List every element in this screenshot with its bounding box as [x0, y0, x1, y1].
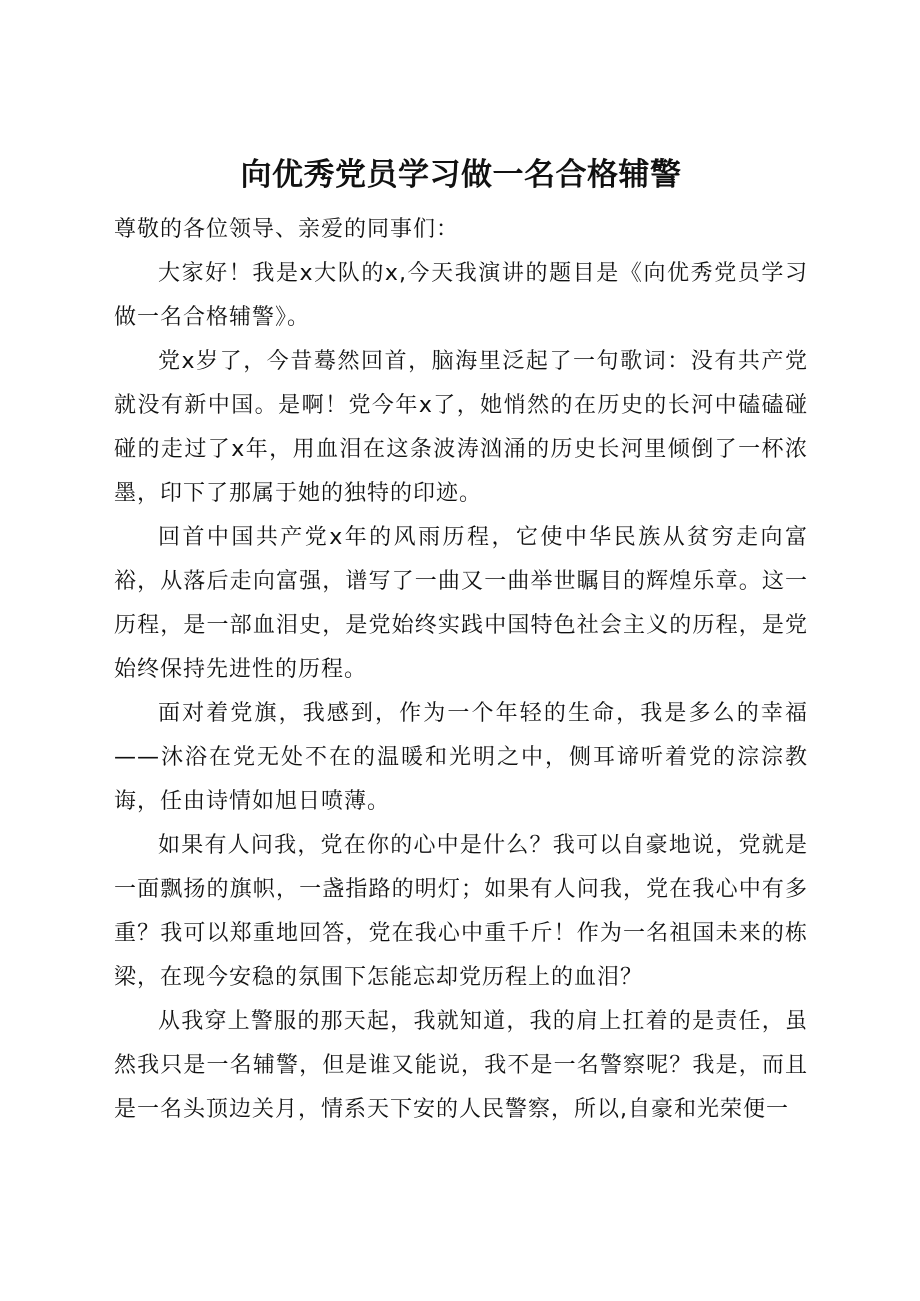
paragraph-party-in-heart: 如果有人问我，党在你的心中是什么？我可以自豪地说，党就是一面飘扬的旗帜，一盏指路的明灯；如果有人问我，党在我心中有多重？我可以郑重地回答，党在我心中重千斤！作为一名祖国未来的栋梁，在现今安稳的氛围下怎能忘却党历程上的血泪？ — [114, 833, 808, 990]
paragraph-greeting: 大家好！我是x大队的x,今天我演讲的题目是《向优秀党员学习做一名合格辅警》。 — [114, 261, 808, 330]
document-title: 向优秀党员学习做一名合格辅警 — [240, 157, 682, 193]
paragraph-party-flag: 面对着党旗，我感到，作为一个年轻的生命，我是多么的幸福——沐浴在党无处不在的温暖和光明之中，侧耳谛听着党的淙淙教诲，任由诗情如旭日喷薄。 — [114, 701, 808, 814]
salutation: 尊敬的各位领导、亲爱的同事们： — [114, 217, 460, 242]
document-body — [114, 150, 808, 1132]
paragraph-party-history: 回首中国共产党x年的风雨历程，它使中华民族从贫穷走向富裕，从落后走向富强，谱写了一曲又一曲举世瞩目的辉煌乐章。这一历程，是一部血泪史，是党始终实践中国特色社会主义的历程，是党始终保持先进性的历程。 — [114, 525, 808, 682]
paragraph-police-uniform: 从我穿上警服的那天起，我就知道，我的肩上扛着的是责任，虽然我只是一名辅警，但是谁又能说，我不是一名警察呢？我是，而且是一名头顶边关月，情系天下安的人民警察，所以,自豪和光荣便一 — [114, 1009, 808, 1122]
paragraph-party-anniversary: 党x岁了，今昔蓦然回首，脑海里泛起了一句歌词：没有共产党就没有新中国。是啊！党今年x了，她悄然的在历史的长河中磕磕碰碰的走过了x年，用血泪在这条波涛汹涌的历史长河里倾倒了一杯浓墨，印下了那属于她的独特的印迹。 — [114, 349, 808, 506]
